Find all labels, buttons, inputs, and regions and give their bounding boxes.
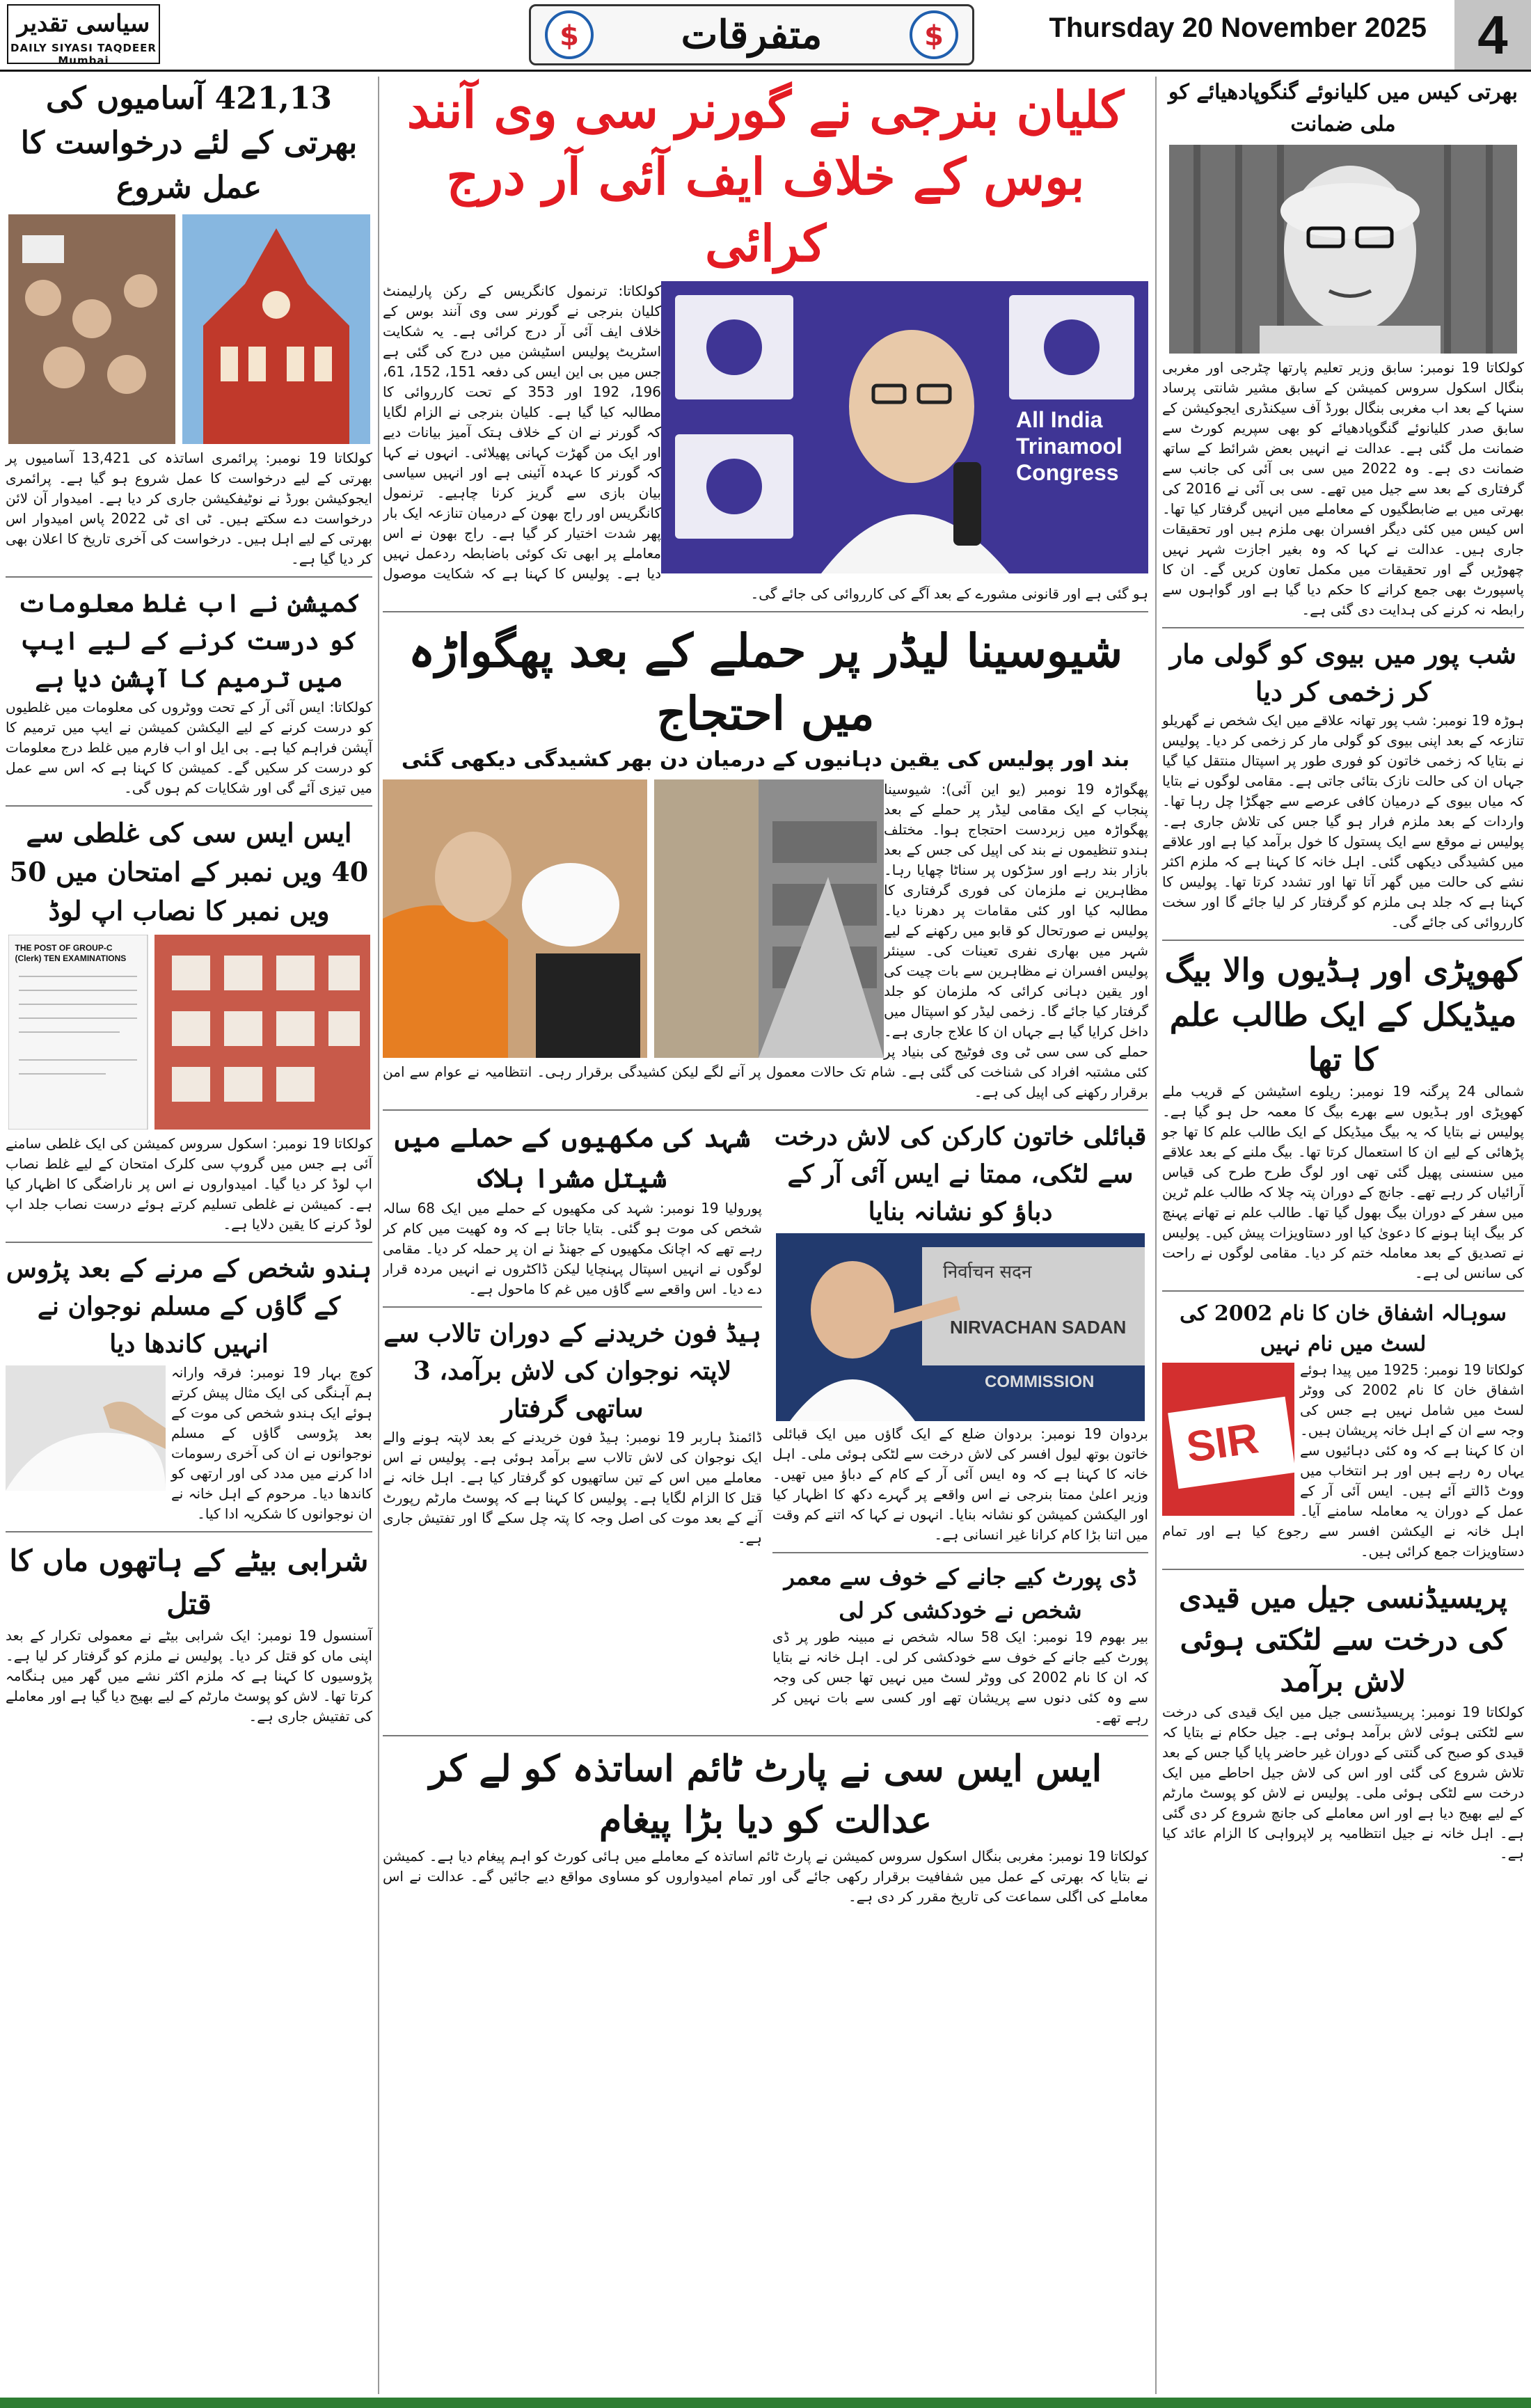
section-banner xyxy=(529,4,974,65)
article-body: کولکاتا: ترنمول کانگریس کے رکن پارلیمنٹ کلیان بنرجی نے گورنر سی وی آنند بوس کے خلاف ایف آئی آر درج کرائی ہے۔ یہ شکایت اسٹریٹ پولیس اسٹیشن میں درج کی گئی ہے جس میں بی این ایس کی دفعہ 151، 152، 61، 196، 192 اور 353 کے تحت کارروائی کا مطالبہ کیا گیا ہے۔ کلیان بنرجی نے الزام لگایا کہ گورنر نے ان کے خلاف ہتک آمیز بیانات دیے اور ایک من گھڑت کہانی پھیلائی۔ انہوں نے کہا کہ گورنر کا عہدہ آئینی ہے اور انہیں سیاسی بیان بازی سے گریز کرنا چاہیے۔ ترنمول کانگریس اور راج بھون کے درمیان تنازعہ ایک بار پھر شدت اختیار کر گیا ہے۔ راج بھون نے اس معاملے پر ابھی تک کوئی باضابطہ ردعمل نہیں دیا ہے۔ پولیس کا کہنا ہے کہ شکایت موصول ہو گئی ہے اور قانونی مشورے کے بعد آگے کی کارروائی کی جائے گی۔ xyxy=(383,283,1148,602)
article-body: ہوڑہ 19 نومبر: شب پور تھانہ علاقے میں ایک شخص نے گھریلو تنازعہ کے بعد اپنی بیوی کو گولی مار کر زخمی کر دیا۔ پولیس نے بتایا کہ زخمی خاتون کو فوری طور پر اسپتال منتقل کیا گیا جہاں ان کی حالت نازک بتائی جاتی ہے۔ مقامی لوگوں نے بتایا کہ میاں بیوی کے درمیان کافی عرصے سے جھگڑا چل رہا تھا۔ واردات کے بعد ملزم فرار ہو گیا جس کی تلاش جاری ہے۔ پولیس نے موقع سے ایک پستول کا خول برآمد کیا ہے اور علاقے میں کشیدگی دیکھی گئی۔ اہل خانہ کا کہنا ہے کہ ملزم اکثر نشے کی حالت میں گھر آتا تھا اور تشدد کرتا تھا۔ پولیس کا کہنا ہے کہ جلد ہی ملزم کو گرفتار کر لیا جائے گا اور سخت کارروائی کی جائے گی۔ xyxy=(1162,712,1524,930)
issue-date: Thursday 20 November 2025 xyxy=(1049,13,1427,43)
article-body: شمالی 24 پرگنہ 19 نومبر: ریلوے اسٹیشن کے قریب ملے کھوپڑی اور ہڈیوں سے بھرے بیگ کا معمہ حل ہو گیا ہے۔ پولیس نے بتایا کہ یہ بیگ میڈیکل کے ایک طالب علم کا تھا جو پڑھائی کے لیے ان کا استعمال کرتا تھا۔ بیگ ملنے کے بعد علاقے میں سنسنی پھیل گئی تھی اور لوگ طرح طرح کی قیاس آرائیاں کر رہے تھے۔ جانچ کے دوران پتہ چلا کہ طالب علم ٹرین میں سفر کے دوران بیگ بھول گیا تھا۔ طالب علم نے تھانے پہنچ کر بیگ اپنا ہونے کا دعویٰ کیا اور دستاویزات پیش کیں۔ پولیس نے تصدیق کے بعد معاملہ ختم کر دیا۔ مقامی لوگوں نے راحت کی سانس لی ہے۔ xyxy=(1162,1083,1524,1281)
divider xyxy=(1162,627,1524,628)
headline-skull-bag[interactable]: کھوپڑی اور ہڈیوں والا بیگ میڈیکل کے ایک طالب علم کا تھا xyxy=(1164,951,1522,1078)
logo-urdu: سیاسی تقدیر xyxy=(17,10,150,38)
lead-headline[interactable]: کلیان بنرجی نے گورنر سی وی آنند بوس کے خلاف ایف آئی آر درج کرائی xyxy=(406,80,1125,273)
court-protest-illustration xyxy=(8,214,370,444)
headline-phagwara[interactable]: شیوسینا لیڈر پر حملے کے بعد پھگواڑہ میں احتجاج xyxy=(408,624,1123,740)
article-body: بردوان 19 نومبر: بردوان ضلع کے ایک گاؤں میں ایک قبائلی خاتون بوتھ لیول افسر کی لاش درخت سے لٹکی ہوئی ملی۔ اہل خانہ کا کہنا ہے کہ وہ ایس آئی آر کے کام کے دباؤ میں تھیں۔ وزیر اعلیٰ ممتا بنرجی نے اس واقعے پر گہرے دکھ کا اظہار کیا اور الیکشن کمیشن کو نشانہ بنایا۔ انہوں نے کہا کہ اتنے کم وقت میں اتنا بڑا کام کرانا غیر انسانی ہے۔ xyxy=(772,1425,1148,1543)
column-divider xyxy=(1155,77,1157,2394)
article-body: کولکاتا 19 نومبر: مغربی بنگال اسکول سروس کمیشن نے پارٹ ٹائم اساتذہ کے معاملے میں ہائی کورٹ کو اہم پیغام دیا ہے۔ کمیشن نے بتایا کہ بھرتی کے عمل میں شفافیت برقرار رکھی جائے گی اور تمام امیدواروں کو مساوی مواقع دیے جائیں گے۔ عدالت نے اس معاملے کی اگلی سماعت کی تاریخ مقرر کر دی ہے۔ xyxy=(383,1848,1149,1905)
divider xyxy=(1162,1290,1524,1292)
article-body: کولکاتا 19 نومبر: 1925 میں پیدا ہوئے اشفاق خان کا نام 2002 کی ووٹر لسٹ میں شامل نہیں ہے جس کی وجہ سے ان کے اہل خانہ پریشان ہیں۔ ان کا کہنا ہے کہ وہ کئی دہائیوں سے یہاں رہ رہے ہیں اور ہر انتخاب میں ووٹ ڈالتے آئے ہیں۔ ایس آئی آر کے عمل کے دوران یہ معاملہ سامنے آیا۔ اہل خانہ نے الیکشن افسر سے رجوع کیا ہے اور تمام دستاویزات جمع کرائی ہیں۔ xyxy=(1162,1361,1524,1560)
divider xyxy=(383,611,1148,612)
section-title: متفرقات xyxy=(681,12,823,58)
sign-english-2: COMMISSION xyxy=(985,1372,1095,1391)
article-body: کولکاتا 19 نومبر: پرائمری اساتذہ کی 13,421 آسامیوں پر بھرتی کے لیے درخواست کا عمل شروع ہو گیا ہے۔ پرائمری ایجوکیشن بورڈ نے نوٹیفکیشن جاری کر دیا ہے۔ امیدوار آن لائن درخواست دے سکتے ہیں۔ ٹی ای ٹی 2022 پاس امیدوار اس بھرتی کے لیے اہل ہیں۔ درخواست کی آخری تاریخ کا اعلان بھی کر دیا گیا ہے۔ xyxy=(6,450,372,567)
center-column xyxy=(383,77,1148,1907)
lead-story xyxy=(383,281,1148,604)
left-side-column xyxy=(6,77,372,1727)
ssc-building-illustration xyxy=(8,935,370,1130)
divider xyxy=(383,1306,762,1308)
masthead xyxy=(0,0,1531,72)
headline-tribal-woman[interactable]: قبائلی خاتون کارکن کی لاش درخت سے لٹکی، ممتا نے ایس آئی آر کے دباؤ کو نشانہ بنایا xyxy=(774,1122,1147,1226)
photo-sir xyxy=(1162,1363,1294,1516)
headline-deport-fear[interactable]: ڈی پورٹ کیے جانے کے خوف سے معمر شخص نے خودکشی کر لی xyxy=(784,1564,1137,1624)
article-body: ڈائمنڈ ہاربر 19 نومبر: ہیڈ فون خریدنے کے بعد لاپتہ ہونے والے ایک نوجوان کی لاش تالاب سے برآمد ہوئی ہے۔ پولیس نے اس معاملے میں اس کے تین ساتھیوں کو گرفتار کیا ہے۔ اہل خانہ نے قتل کا الزام لگایا ہے۔ پولیس کا کہنا ہے کہ پوسٹ مارٹم رپورٹ آنے کے بعد موت کی اصل وجہ کا پتہ چل سکے گا اور تفتیش جاری ہے۔ xyxy=(383,1429,762,1546)
bottom-color-bar xyxy=(0,2398,1531,2408)
logo-city: Mumbai xyxy=(58,54,109,67)
lower-center xyxy=(383,1118,1148,1728)
photo-banner-text: All India Trinamool Congress xyxy=(1016,407,1123,485)
portrait-illustration xyxy=(1169,145,1517,354)
headline-shibpur[interactable]: شب پور میں بیوی کو گولی مار کر زخمی کر دیا xyxy=(1169,638,1517,707)
shroud-illustration xyxy=(6,1365,166,1491)
divider xyxy=(6,576,372,578)
right-side-column xyxy=(1162,77,1524,1864)
divider xyxy=(6,1531,372,1532)
phagwara-story xyxy=(383,779,1148,1102)
sign-english: NIRVACHAN SADAN xyxy=(950,1317,1127,1338)
lower-center-right xyxy=(772,1118,1148,1728)
sir-placard-text: SIR xyxy=(1183,1414,1262,1472)
divider xyxy=(383,1735,1148,1736)
divider xyxy=(1162,1569,1524,1570)
protest-photos xyxy=(383,779,884,1058)
headline-harmony[interactable]: ہندو شخص کے مرنے کے بعد پڑوس کے گاؤں کے مسلم نوجوان نے انہیں کاندھا دیا xyxy=(6,1254,372,1359)
lower-center-left xyxy=(383,1118,762,1548)
divider xyxy=(6,1242,372,1243)
page-number: 4 xyxy=(1454,0,1531,70)
divider xyxy=(6,805,372,807)
divider xyxy=(1162,940,1524,941)
headline-bail[interactable]: بھرتی کیس میں کلیانوئے گنگوپادھیائے کو ملی ضمانت xyxy=(1168,80,1518,136)
divider xyxy=(772,1552,1148,1553)
headline-headphone[interactable]: ہیڈ فون خریدنے کے دوران تالاب سے لاپتہ نوجوان کی لاش برآمد، 3 ساتھی گرفتار xyxy=(383,1319,761,1423)
divider xyxy=(383,1109,1148,1111)
ssc-photo xyxy=(8,935,370,1130)
article-body: بیر بھوم 19 نومبر: ایک 58 سالہ شخص نے مبینہ طور پر ڈی پورٹ کیے جانے کے خوف سے خودکشی کر لی۔ اہل خانہ نے بتایا کہ ان کا نام 2002 کی ووٹر لسٹ میں نہیں تھا جس کی وجہ سے وہ کئی دنوں سے پریشان تھے اور کسی سے بات نہیں کر رہے تھے۔ xyxy=(772,1629,1148,1726)
headline-recruitment[interactable]: 421,13 آسامیوں کی بھرتی کے لئے درخواست کا عمل شروع xyxy=(20,81,358,205)
headline-voter-list[interactable]: سوہالہ اشفاق خان کا نام 2002 کی لسٹ میں نام نہیں xyxy=(1180,1301,1507,1356)
notice-text: THE POST OF GROUP-C (Clerk) TEN EXAMINATIONS xyxy=(15,943,127,963)
article-body: کولکاتا 19 نومبر: پریسیڈنسی جیل میں ایک قیدی کی درخت سے لٹکتی ہوئی لاش برآمد ہوئی ہے۔ جیل حکام نے بتایا کہ قیدی کو صبح کی گنتی کے دوران غیر حاضر پایا گیا جس کے بعد تلاش شروع کی گئی اور اس کی لاش جیل احاطے میں ایک درخت سے لٹکی ہوئی ملی۔ پولیس نے لاش کو پوسٹ مارٹم کے لیے بھیج دیا ہے اور اس معاملے کی جانچ شروع کر دی گئی ہے۔ اہل خانہ نے جیل انتظامیہ پر لاپرواہی کا الزام عائد کیا ہے۔ xyxy=(1162,1704,1524,1862)
logo-english: DAILY SIYASI TAQDEER xyxy=(10,42,157,54)
headline-jail[interactable]: پریسیڈنسی جیل میں قیدی کی درخت سے لٹکتی ہوئی لاش برآمد xyxy=(1178,1581,1508,1698)
article-body: کولکاتا: ایس آئی آر کے تحت ووٹروں کی معلومات میں غلطیوں کو درست کرنے کے لیے الیکشن کمیشن نے ایپ میں ترمیم کا آپشن فراہم کیا ہے۔ بی ایل او اب فارم میں غلط درج معلومات کو درست کر سکیں گے۔ کمیشن کا کہنا ہے کہ اس سے عمل میں تیزی آئے گی اور شکایات کم ہوں گی۔ xyxy=(6,699,372,796)
left-emblem-icon: $ xyxy=(545,10,594,59)
article-body: کوچ بہار 19 نومبر: فرقہ وارانہ ہم آہنگی کی ایک مثال پیش کرتے ہوئے ایک ہندو شخص کی موت کے بعد پڑوسی گاؤں کے مسلم نوجوانوں نے ان کی آخری رسومات ادا کرنے میں مدد کی اور ارتھی کو کاندھا دیا۔ مرحوم کے اہل خانہ نے ان نوجوانوں کا شکریہ ادا کیا۔ xyxy=(171,1364,372,1522)
sign-hindi: निर्वाचन सदन xyxy=(943,1262,1032,1283)
headline-edit-option[interactable]: کمیشن نے اب غلط معلومات کو درست کرنے کے لیے ایپ میں ترمیم کا آپشن دیا ہے xyxy=(17,589,361,693)
headline-bee-attack[interactable]: شہد کی مکھیوں کے حملے میں شیتل مشرا ہلاک xyxy=(394,1122,751,1194)
article-body: کولکاتا 19 نومبر: اسکول سروس کمیشن کی ایک غلطی سامنے آئی ہے جس میں گروپ سی کلرک امتحان کے لیے غلط نصاب اپ لوڈ کر دیا گیا۔ امیدواروں نے اس پر ناراضگی کا اظہار کیا ہے۔ کمیشن نے غلطی تسلیم کرتے ہوئے درست نصاب جلد اپ لوڈ کرنے کا یقین دلایا ہے۔ xyxy=(6,1135,372,1233)
headline-mother-murder[interactable]: شرابی بیٹے کے ہاتھوں ماں کا قتل xyxy=(9,1544,369,1621)
article-body: پھگواڑہ 19 نومبر (یو این آئی): شیوسینا پنجاب کے ایک مقامی لیڈر پر حملے کے بعد پھگواڑہ میں زبردست احتجاج ہوا۔ مختلف ہندو تنظیموں نے بند کی اپیل کی جس کے بعد بازار بند رہے اور سڑکوں پر سناٹا چھایا رہا۔ مظاہرین نے ملزمان کی فوری گرفتاری کا مطالبہ کیا اور کئی مقامات پر دھرنا دیا۔ پولیس نے صورتحال کو قابو میں رکھنے کے لیے شہر میں بھاری نفری تعینات کی۔ سینئر پولیس افسران نے مظاہرین سے بات چیت کی اور یقین دہانی کرائی کہ ملزمان کو جلد گرفتار کیا جائے گا۔ زخمی لیڈر کو اسپتال میں داخل کرایا گیا ہے جہاں ان کا علاج جاری ہے۔ حملے کی سی سی ٹی وی فوٹیج کی بنیاد پر کئی مشتبہ افراد کی شناخت کی گئی ہے۔ شام تک حالات معمول پر آنے لگے لیکن کشیدگی برقرار رہی۔ انتظامیہ نے عوام سے امن برقرار رکھنے کی اپیل کی ہے۔ xyxy=(383,781,1148,1100)
headline-ssc-part-time[interactable]: ایس ایس سی نے پارٹ ٹائم اساتذہ کو لے کر عدالت کو دیا بڑا پیغام xyxy=(429,1748,1102,1841)
lead-photo xyxy=(661,281,1148,573)
subheadline-phagwara: بند اور پولیس کی یقین دہانیوں کے درمیان دن بھر کشیدگی دیکھی گئی xyxy=(401,747,1130,772)
harmony-photo xyxy=(6,1365,166,1491)
article-body: کولکاتا 19 نومبر: سابق وزیر تعلیم پارتھا چٹرجی اور مغربی بنگال اسکول سروس کمیشن کے سابق مشیر شانتی پرساد سنہا کے بعد اب مغربی بنگال بورڈ آف سیکنڈری ایجوکیشن کے سابق صدر کلیانوئے گنگوپادھیائے کو بھی سپریم کورٹ سے ضمانت مل گئی ہے۔ عدالت نے انہیں بعض شرائط کے ساتھ ضمانت دی ہے۔ وہ 2022 میں سی بی آئی کی جانب سے گرفتاری کے بعد سے جیل میں تھے۔ سی بی آئی نے 2016 کی بھرتی میں بے ضابطگیوں کے معاملے میں انہیں گرفتار کیا تھا۔ اس کیس میں کئی دیگر افسران بھی ملزم ہیں اور تحقیقات جاری ہیں۔ عدالت نے کہا کہ وہ بغیر اجازت شہر نہیں چھوڑیں گے اور تحقیقات میں مکمل تعاون کریں گے۔ ان کا پاسپورٹ بھی جمع کرانے کا حکم دیا گیا ہے اور گواہوں سے رابطہ نہ کرنے کی ہدایت دی گئی ہے۔ xyxy=(1162,359,1525,618)
headline-ssc-error[interactable]: ایس ایس سی کی غلطی سے 40 ویں نمبر کے امتحان میں 50 ویں نمبر کا نصاب اپ لوڈ xyxy=(9,817,369,926)
photo-portrait xyxy=(1169,145,1517,354)
right-emblem-icon: $ xyxy=(910,10,958,59)
protest-illustration xyxy=(383,779,884,1058)
harmony-story xyxy=(6,1363,372,1524)
story-block xyxy=(1162,1360,1524,1562)
article-body: آسنسول 19 نومبر: ایک شرابی بیٹے نے معمولی تکرار کے بعد اپنی ماں کو قتل کر دیا۔ پولیس نے ملزم کو گرفتار کر لیا ہے۔ پڑوسیوں کا کہنا ہے کہ ملزم اکثر نشے میں گھر میں ہنگامہ کرتا تھا۔ لاش کو پوسٹ مارٹم کے لیے بھیج دیا گیا ہے اور معاملے کی تفتیش جاری ہے۔ xyxy=(6,1627,372,1725)
recruitment-photos xyxy=(8,214,370,444)
article-body: پورولیا 19 نومبر: شہد کی مکھیوں کے حملے میں ایک 68 سالہ شخص کی موت ہو گئی۔ بتایا جاتا ہے کہ وہ کھیت میں کام کر رہے تھے کہ اچانک مکھیوں کے جھنڈ نے ان پر حملہ کر دیا۔ مقامی لوگوں نے انہیں اسپتال پہنچایا لیکن ڈاکٹروں نے انہیں مردہ قرار دے دیا۔ اس واقعے سے گاؤں میں غم کا ماحول ہے۔ xyxy=(383,1200,762,1297)
newspaper-logo[interactable] xyxy=(7,4,160,67)
mamata-photo xyxy=(776,1233,1145,1421)
column-divider xyxy=(378,77,379,2394)
